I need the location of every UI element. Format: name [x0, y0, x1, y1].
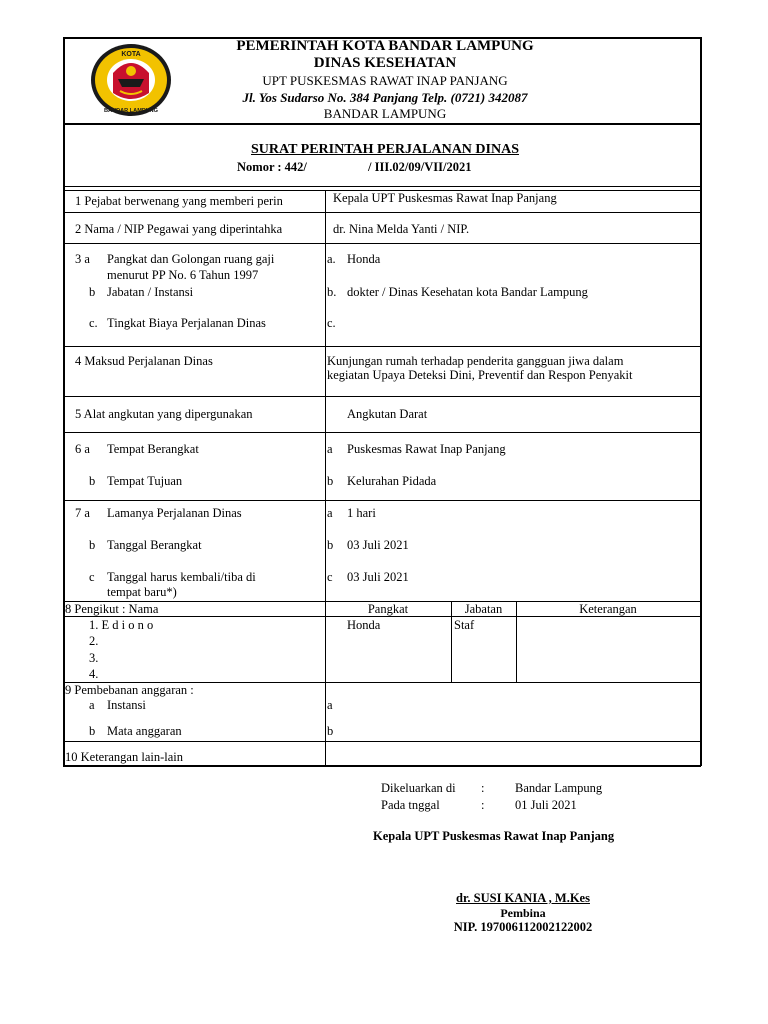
document-number-label: Nomor : 442/: [237, 160, 307, 174]
row9b-number: b: [89, 724, 96, 738]
row7c-key: c: [327, 570, 333, 584]
header-city: BANDAR LAMPUNG: [323, 106, 447, 121]
row7c-value: 03 Juli 2021: [347, 570, 409, 584]
follower-item-1: 1. E d i o n o: [89, 618, 154, 632]
row4-value-line1: Kunjungan rumah terhadap penderita gangguan jiwa dalam: [327, 354, 624, 368]
row10-label: 10 Keterangan lain-lain: [65, 750, 184, 764]
row6b-value: Kelurahan Pidada: [347, 474, 437, 488]
issued-at-value: Bandar Lampung: [515, 781, 603, 795]
follower-item-2: 2.: [89, 634, 99, 648]
row3-bottom: [63, 346, 701, 347]
row3b-key: b.: [327, 285, 337, 299]
row6a-key: a: [327, 442, 333, 456]
frame-left: [63, 37, 65, 766]
row3-number: 3 a: [75, 252, 90, 266]
row3a-label-line2: menurut PP No. 6 Tahun 1997: [107, 268, 259, 282]
title-divider: [63, 186, 701, 187]
row6-number: 6 a: [75, 442, 90, 456]
signer-nip: NIP. 197006112002122002: [453, 920, 593, 934]
row3a-key: a.: [327, 252, 336, 266]
row7a-label: Lamanya Perjalanan Dinas: [107, 506, 242, 520]
row5-value: Angkutan Darat: [347, 407, 428, 421]
logo-top-text: KOTA: [121, 51, 141, 58]
row7-number: 7 a: [75, 506, 90, 520]
row6b-key: b: [327, 474, 334, 488]
row9b-label: Mata anggaran: [107, 724, 182, 738]
header-government: PEMERINTAH KOTA BANDAR LAMPUNG: [236, 38, 534, 54]
row3a-label: Pangkat dan Golongan ruang gaji: [107, 252, 275, 266]
row3b-value: dokter / Dinas Kesehatan kota Bandar Lampung: [347, 285, 588, 299]
row5-bottom: [63, 432, 701, 433]
row7a-value: 1 hari: [347, 506, 376, 520]
row8-label: 8 Pengikut : Nama: [65, 602, 159, 616]
row7b-key: b: [327, 538, 334, 552]
row9a-key: a: [327, 698, 333, 712]
row7a-key: a: [327, 506, 333, 520]
col-jabatan-header: Jabatan: [464, 602, 503, 616]
follower-1-jabatan: Staf: [454, 618, 475, 632]
row9a-number: a: [89, 698, 95, 712]
row4-label: 4 Maksud Perjalanan Dinas: [75, 354, 213, 368]
city-logo: [90, 43, 172, 117]
row3b-number: b: [89, 285, 96, 299]
row3a-value: Honda: [347, 252, 381, 266]
row7c-label-line2: tempat baru*): [107, 585, 177, 599]
follower-item-3: 3.: [89, 651, 99, 665]
issued-date-colon: :: [481, 798, 485, 812]
header-address: Jl. Yos Sudarso No. 384 Panjang Telp. (0721) 342087: [242, 90, 528, 105]
document-title: SURAT PERINTAH PERJALANAN DINAS: [251, 142, 519, 157]
row7b-number: b: [89, 538, 96, 552]
row1-label: 1 Pejabat berwenang yang memberi perin: [75, 194, 283, 208]
logo-bottom-text: BANDAR LAMPUNG: [103, 108, 159, 114]
row4-bottom: [63, 396, 701, 397]
row7c-number: c: [89, 570, 95, 584]
row3c-key: c.: [327, 316, 336, 330]
column-divider: [325, 190, 326, 766]
document-number: / III.02/09/VII/2021: [368, 160, 472, 174]
row4-value-line2: kegiatan Upaya Deteksi Dini, Preventif dan Respon Penyakit: [327, 368, 633, 382]
row9-label: 9 Pembebanan anggaran :: [65, 683, 194, 697]
header-divider: [63, 123, 701, 125]
row2-label: 2 Nama / NIP Pegawai yang diperintahka: [75, 222, 283, 236]
row6b-number: b: [89, 474, 96, 488]
row3b-label: Jabatan / Instansi: [107, 285, 194, 299]
row9-bottom: [63, 741, 701, 742]
row2-bottom: [63, 243, 701, 244]
signer-name: dr. SUSI KANIA , M.Kes: [456, 891, 590, 905]
row2-value: dr. Nina Melda Yanti / NIP.: [333, 222, 470, 236]
header-department: DINAS KESEHATAN: [313, 55, 457, 71]
follower-1-pangkat: Honda: [347, 618, 381, 632]
header-unit: UPT PUSKESMAS RAWAT INAP PANJANG: [262, 73, 508, 88]
col-keterangan-header: Keterangan: [579, 602, 637, 616]
row3c-number: c.: [89, 316, 98, 330]
row6b-label: Tempat Tujuan: [107, 474, 183, 488]
signing-office: Kepala UPT Puskesmas Rawat Inap Panjang: [373, 829, 615, 843]
row6a-value: Puskesmas Rawat Inap Panjang: [347, 442, 506, 456]
signer-rank: Pembina: [500, 906, 546, 920]
row6-bottom: [63, 500, 701, 501]
issued-at-colon: :: [481, 781, 485, 795]
issued-date-label: Pada tnggal: [381, 798, 440, 812]
row5-label: 5 Alat angkutan yang dipergunakan: [75, 407, 253, 421]
row9a-label: Instansi: [107, 698, 146, 712]
row1-bottom: [63, 212, 701, 213]
issued-date-value: 01 Juli 2021: [515, 798, 577, 812]
row3c-label: Tingkat Biaya Perjalanan Dinas: [107, 316, 266, 330]
row7b-label: Tanggal Berangkat: [107, 538, 202, 552]
row7c-label: Tanggal harus kembali/tiba di: [107, 570, 256, 584]
row9b-key: b: [327, 724, 334, 738]
row6a-label: Tempat Berangkat: [107, 442, 199, 456]
frame-right: [700, 37, 702, 766]
col-pangkat-header: Pangkat: [367, 602, 409, 616]
frame-bottom: [63, 765, 701, 767]
row7b-value: 03 Juli 2021: [347, 538, 409, 552]
issued-at-label: Dikeluarkan di: [381, 781, 456, 795]
follower-item-4: 4.: [89, 667, 99, 681]
row1-value: Kepala UPT Puskesmas Rawat Inap Panjang: [333, 191, 557, 205]
